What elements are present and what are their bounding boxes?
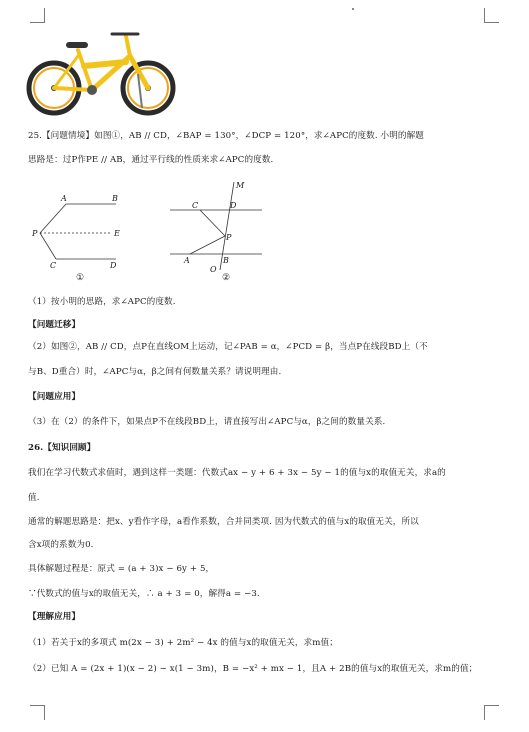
fig2-caption: ②: [222, 273, 231, 283]
q25-part-3: （3）在（2）的条件下，如果点P不在线段BD上，请直接写出∠APC与α，β之间的数量关系.: [28, 417, 386, 427]
crop-mark-bottom-left: [30, 705, 45, 720]
q25-part-2-line-1: （2）如图②，AB // CD，点P在直线OM上运动，记∠PAB = α，∠PCD = β，当点P在线段BD上（不: [28, 342, 428, 352]
crop-mark-top-left: [30, 8, 45, 23]
q26-line-1: 我们在学习代数式求值时，遇到这样一类题：代数式ax − y + 6 + 3x − 5y − 1的值与x的取值无关，求a的: [28, 468, 446, 478]
q25-line-2: 思路是：过P作PE // AB，通过平行线的性质来求∠APC的度数.: [28, 155, 274, 165]
fig1-label-d: D: [110, 261, 117, 270]
crop-mark-bottom-right: [484, 705, 499, 720]
q25-part-1: （1）按小明的思路，求∠APC的度数.: [28, 297, 176, 307]
q26-title: 26.【知识回顾】: [28, 443, 96, 453]
bicycle-image: [26, 26, 178, 120]
q26-line-2: 值.: [28, 493, 40, 503]
speck: [352, 8, 354, 10]
q25-part-2-line-2: 与B、D重合）时，∠APC与α，β之间有何数量关系？请说明理由.: [28, 367, 282, 377]
figure-1: [30, 192, 130, 282]
fig2-line-cp: [200, 210, 225, 236]
fig2-label-m: M: [236, 181, 245, 190]
fig1-label-b: B: [112, 194, 118, 203]
q25-line-1: 25.【问题情境】如图①，AB // CD，∠BAP = 130°，∠DCP = 120°，求∠APC的度数. 小明的解题: [28, 131, 424, 141]
bike-pedal-crank: [87, 85, 97, 95]
fig2-label-b: B: [223, 256, 229, 265]
fig1-label-p: P: [32, 229, 38, 238]
fig2-label-p: P: [226, 233, 232, 242]
fig1-label-c: C: [50, 261, 57, 270]
fig2-line-ap: [190, 236, 225, 254]
crop-mark-top-right: [484, 8, 499, 23]
fig2-label-c: C: [192, 201, 199, 210]
fig1-line-pa: [40, 204, 66, 233]
q26-part-1: （1）若关于x的多项式 m(2x − 3) + 2m² − 4x 的值与x的取值无关，求m值；: [28, 638, 338, 648]
q25-heading-transfer: 【问题迁移】: [28, 320, 81, 330]
figure-2: [168, 178, 268, 284]
fig1-label-a: A: [61, 194, 67, 203]
bike-seat: [66, 42, 88, 48]
q26-line-5: 具体解题过程是：原式 = (a + 3)x − 6y + 5，: [28, 564, 215, 574]
q26-line-4: 含x项的系数为0.: [28, 540, 94, 550]
q26-heading-apply: 【理解应用】: [28, 612, 81, 622]
fig2-label-a: A: [184, 256, 190, 265]
q25-heading-apply: 【问题应用】: [28, 392, 81, 402]
fig2-label-o: O: [210, 265, 217, 274]
fig2-label-d: D: [230, 201, 237, 210]
fig1-label-e: E: [114, 229, 120, 238]
q26-part-2: （2）已知 A = (2x + 1)(x − 2) − x(1 − 3m)，B = −x² + mx − 1，且A + 2B的值与x的取值无关，求m的值；: [28, 664, 478, 674]
q26-line-6: ∵代数式的值与x的取值无关，∴ a + 3 = 0，解得a = −3.: [28, 589, 260, 599]
q26-line-3: 通常的解题思路是：把x、y看作字母，a看作系数，合并同类项. 因为代数式的值与x的取值无关，所以: [28, 517, 419, 527]
fig1-line-pc: [40, 233, 56, 259]
fig1-caption: ①: [76, 273, 85, 282]
